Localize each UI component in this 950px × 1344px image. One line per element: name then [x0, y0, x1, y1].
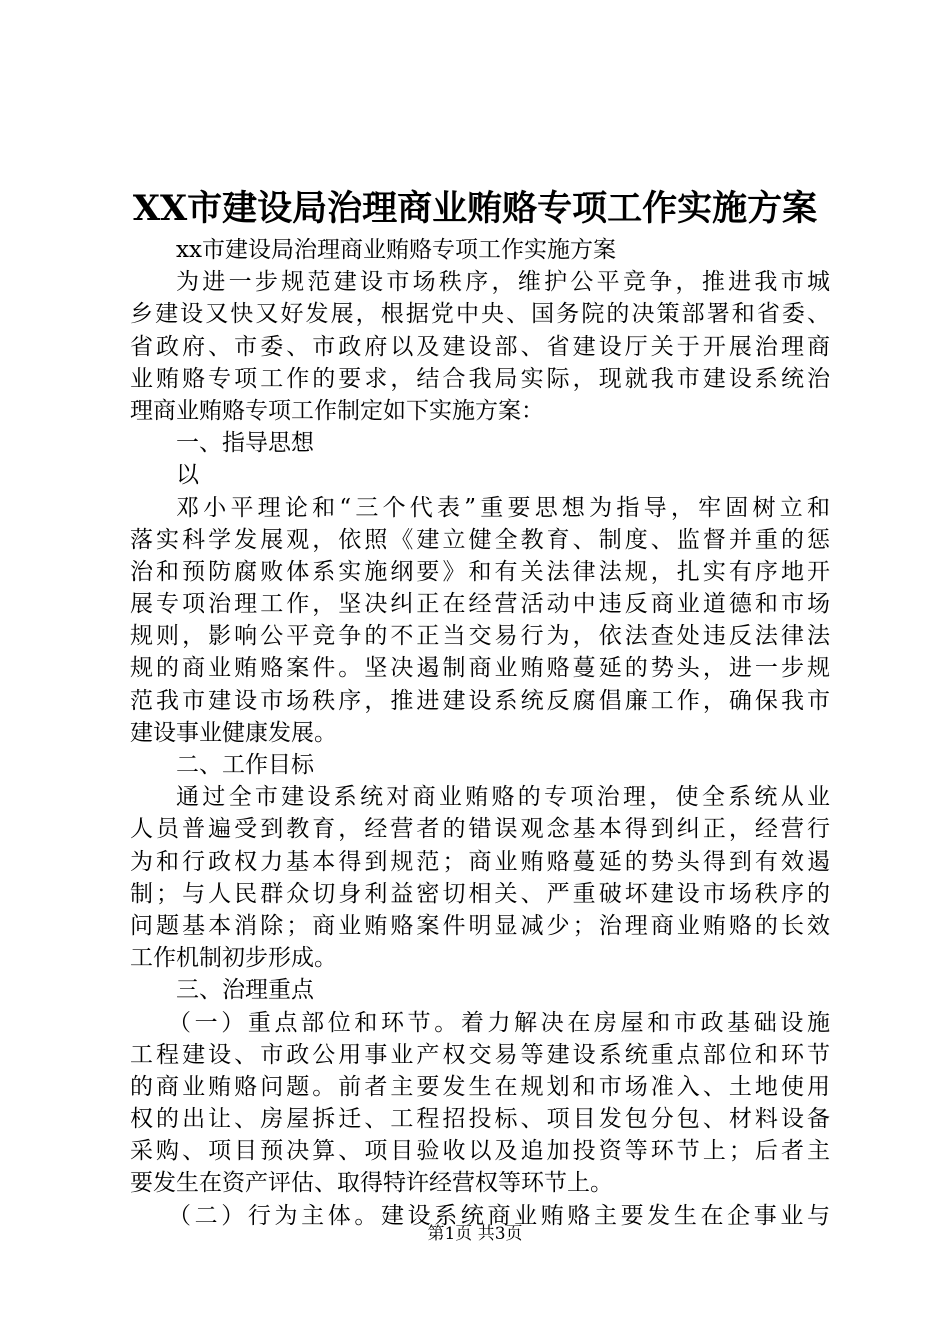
paragraph-line: 通过全市建设系统对商业贿赂的专项治理，使全系统从业	[176, 784, 830, 811]
paragraph-line: 省政府、市委、市政府以及建设部、省建设厅关于开展治理商	[130, 333, 830, 360]
paragraph-line: 乡建设又快又好发展，根据党中央、国务院的决策部署和省委、	[130, 301, 830, 328]
paragraph-line: xx市建设局治理商业贿赂专项工作实施方案	[176, 237, 616, 263]
paragraph-line: 理商业贿赂专项工作制定如下实施方案：	[130, 397, 544, 424]
paragraph-line: 规的商业贿赂案件。坚决遏制商业贿赂蔓延的势头，进一步规	[130, 655, 830, 682]
paragraph-line: 以	[176, 462, 199, 489]
paragraph-line: 工作机制初步形成。	[130, 945, 337, 972]
paragraph-line: 采购、项目预决算、项目验收以及追加投资等环节上；后者主	[130, 1138, 830, 1165]
paragraph-line: 人员普遍受到教育，经营者的错误观念基本得到纠正，经营行	[130, 816, 830, 843]
paragraph-line: 一、指导思想	[176, 430, 314, 457]
paragraph-line: 规则，影响公平竞争的不正当交易行为，依法查处违反法律法	[130, 623, 830, 650]
document-body	[130, 234, 830, 1232]
paragraph-line: （二）行为主体。建设系统商业贿赂主要发生在企事业与	[168, 1202, 830, 1229]
paragraph-line: 建设事业健康发展。	[130, 719, 337, 746]
paragraph-line: 二、工作目标	[176, 752, 314, 778]
document-title: XX市建设局治理商业贿赂专项工作实施方案	[132, 188, 818, 229]
paragraph-line: 落实科学发展观，依照《建立健全教育、制度、监督并重的惩	[130, 526, 830, 553]
paragraph-line: 业贿赂专项工作的要求，结合我局实际，现就我市建设系统治	[130, 365, 830, 392]
paragraph-line: 展专项治理工作，坚决纠正在经营活动中违反商业道德和市场	[130, 591, 830, 618]
paragraph-line: 问题基本消除；商业贿赂案件明显减少；治理商业贿赂的长效	[130, 912, 830, 939]
paragraph-line: 为进一步规范建设市场秩序，维护公平竞争，推进我市城	[176, 269, 830, 296]
paragraph-line: 的商业贿赂问题。前者主要发生在规划和市场准入、土地使用	[130, 1073, 830, 1100]
paragraph-line: 制；与人民群众切身利益密切相关、严重破坏建设市场秩序的	[130, 880, 830, 907]
paragraph-line: 为和行政权力基本得到规范；商业贿赂蔓延的势头得到有效遏	[130, 848, 830, 875]
paragraph-line: 治和预防腐败体系实施纲要》和有关法律法规，扎实有序地开	[130, 558, 830, 585]
page-footer: 第1页 共3页	[427, 1224, 523, 1244]
paragraph-line: 三、治理重点	[176, 977, 314, 1004]
paragraph-line: 邓小平理论和“三个代表”重要思想为指导，牢固树立和	[176, 494, 830, 521]
paragraph-line: 工程建设、市政公用事业产权交易等建设系统重点部位和环节	[130, 1041, 830, 1068]
paragraph-line: 范我市建设市场秩序，推进建设系统反腐倡廉工作，确保我市	[130, 687, 830, 714]
paragraph-line: 要发生在资产评估、取得特许经营权等环节上。	[130, 1170, 613, 1197]
paragraph-line: 权的出让、房屋拆迁、工程招投标、项目发包分包、材料设备	[130, 1106, 830, 1133]
paragraph-line: （一）重点部位和环节。着力解决在房屋和市政基础设施	[168, 1009, 830, 1036]
